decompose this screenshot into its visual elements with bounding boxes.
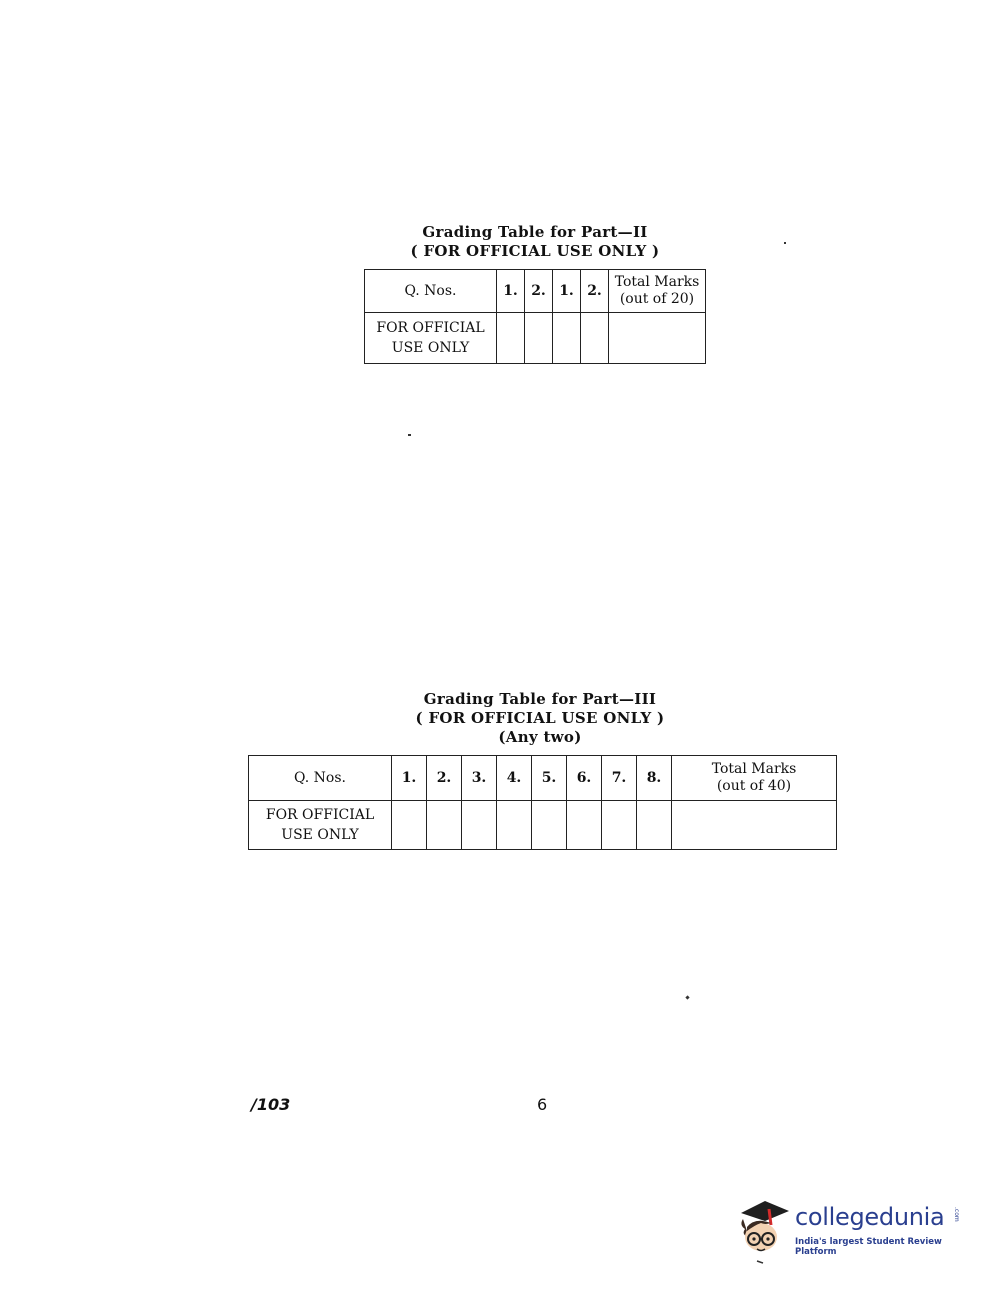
question-col-2: 2.	[427, 756, 462, 801]
grade-cell	[581, 313, 609, 364]
question-col-8: 8.	[637, 756, 672, 801]
part2-subtitle: ( FOR OFFICIAL USE ONLY )	[410, 242, 660, 260]
total-marks-out-of: (out of 40)	[716, 778, 792, 794]
question-col-6: 6.	[567, 756, 602, 801]
total-marks-label: Total Marks	[614, 274, 700, 290]
total-cell	[609, 313, 706, 364]
table-row	[365, 270, 706, 313]
total-marks-header	[609, 270, 706, 313]
table-row	[249, 756, 837, 801]
question-col-7: 7.	[602, 756, 637, 801]
scan-speck	[685, 995, 689, 999]
question-col-3: 1.	[553, 270, 581, 313]
qnos-header: Q. Nos.	[365, 270, 497, 313]
grade-cell	[427, 801, 462, 850]
official-line-1: FOR OFFICIAL	[376, 320, 485, 336]
part3-title: Grading Table for Part—III	[423, 690, 657, 708]
official-line-2: USE ONLY	[391, 340, 470, 356]
total-marks-label: Total Marks	[711, 761, 797, 777]
grade-cell	[532, 801, 567, 850]
logo-tagline: India's largest Student Review Platform	[795, 1237, 942, 1257]
question-col-2: 2.	[525, 270, 553, 313]
part2-grading-table	[364, 269, 706, 364]
question-col-1: 1.	[392, 756, 427, 801]
grade-cell	[497, 801, 532, 850]
table-row	[365, 313, 706, 364]
grade-cell	[525, 313, 553, 364]
part3-subtitle: ( FOR OFFICIAL USE ONLY )	[415, 709, 665, 727]
grade-cell	[462, 801, 497, 850]
grade-cell	[637, 801, 672, 850]
grade-cell	[392, 801, 427, 850]
part2-heading	[360, 223, 710, 261]
total-cell	[672, 801, 837, 850]
qnos-header: Q. Nos.	[249, 756, 392, 801]
page-number: 6	[537, 1095, 548, 1114]
official-use-label	[249, 801, 392, 850]
part3-grading-table	[248, 755, 837, 850]
collegedunia-logo	[735, 1195, 965, 1267]
question-col-5: 5.	[532, 756, 567, 801]
grade-cell	[553, 313, 581, 364]
question-col-1: 1.	[497, 270, 525, 313]
question-col-3: 3.	[462, 756, 497, 801]
logo-com-text: .com	[953, 1207, 960, 1222]
grade-cell	[567, 801, 602, 850]
total-marks-out-of: (out of 20)	[619, 291, 695, 307]
scan-speck	[784, 242, 786, 244]
part2-title: Grading Table for Part—II	[422, 223, 648, 241]
grade-cell	[497, 313, 525, 364]
official-line-1: FOR OFFICIAL	[265, 807, 375, 823]
part3-note: (Any two)	[498, 728, 582, 746]
part3-heading	[360, 690, 720, 747]
grade-cell	[602, 801, 637, 850]
question-col-4: 2.	[581, 270, 609, 313]
total-marks-header	[672, 756, 837, 801]
logo-brand-text: collegedunia	[795, 1203, 945, 1231]
paper-code: /103	[251, 1095, 291, 1114]
official-line-2: USE ONLY	[281, 827, 359, 843]
official-use-label	[365, 313, 497, 364]
mascot-icon	[735, 1195, 795, 1267]
question-col-4: 4.	[497, 756, 532, 801]
table-row	[249, 801, 837, 850]
scan-speck	[408, 434, 411, 436]
